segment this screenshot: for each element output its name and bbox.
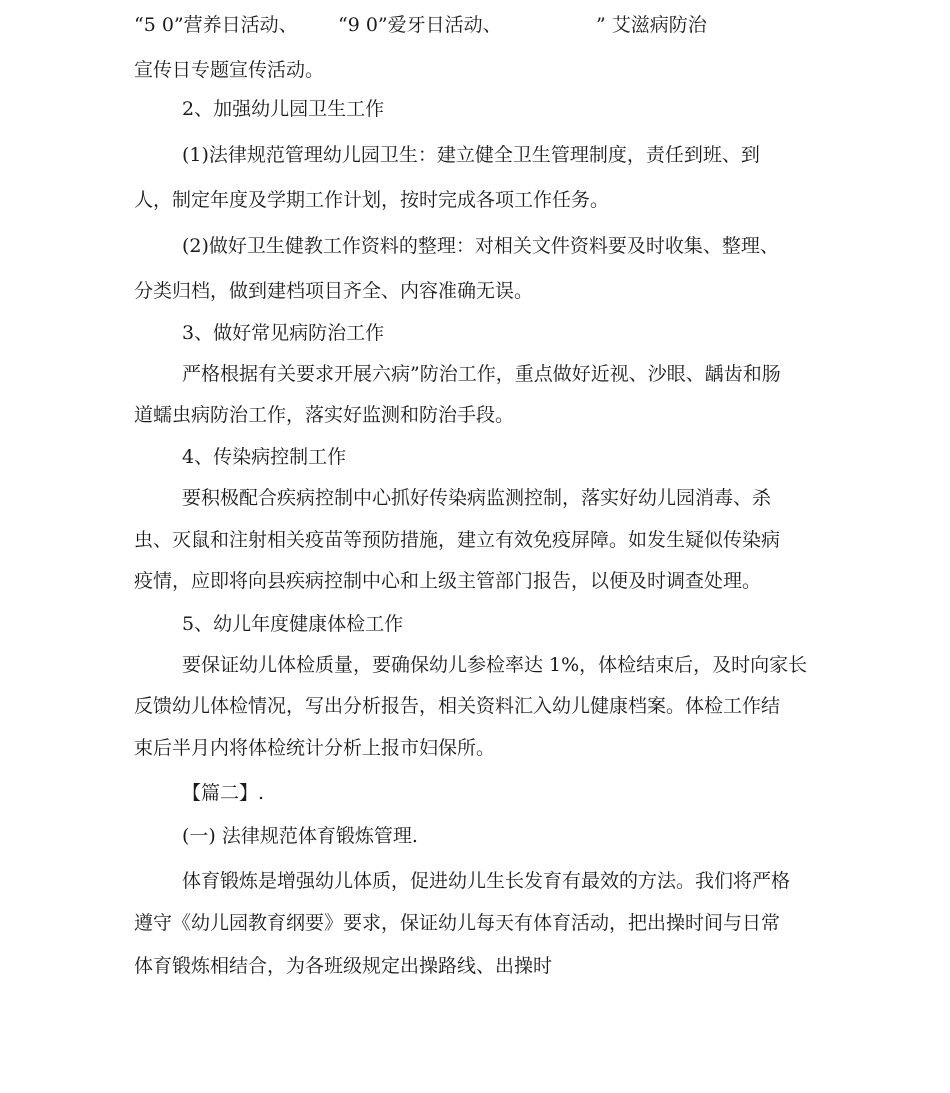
text-line-22: 遵守《幼儿园教育纲要》要求，保证幼儿每天有体育活动，把出操时间与日常 [134,912,781,934]
text-line-23: 体育锻炼相结合，为各班级规定出操路线、出操时 [134,955,553,977]
section-heading-4: 4、传染病控制工作 [182,446,347,468]
text-line-12: 要积极配合疾病控制中心抓好传染病监测控制，落实好幼儿园消毒、杀 [182,487,772,509]
subsection-heading: (一) 法律规范体育锻炼管理. [182,825,418,847]
section-heading-3: 3、做好常见病防治工作 [182,322,385,344]
section-heading-5: 5、幼儿年度健康体检工作 [182,613,404,635]
text-line-7: 分类归档，做到建档项目齐全、内容准确无误。 [134,280,534,302]
text-line-2: 宣传日专题宣传活动。 [134,59,325,81]
text-line-13: 虫、灭鼠和注射相关疫苗等预防措施，建立有效免疫屏障。如发生疑似传染病 [134,529,781,551]
text-line-18: 束后半月内将体检统计分析上报市妇保所。 [134,737,496,759]
chapter-heading: 【篇二】. [182,782,265,804]
text-line-4: (1)法律规范管理幼儿园卫生：建立健全卫生管理制度，责任到班、到 [182,144,760,166]
text-line-21: 体育锻炼是增强幼儿体质，促进幼儿生长发育有最效的方法。我们将严格 [182,870,791,892]
text-line-1a: “5 0”营养日活动、 [134,14,298,36]
text-line-5: 人，制定年度及学期工作计划，按时完成各项工作任务。 [134,189,610,211]
section-heading-2: 2、加强幼儿园卫生工作 [182,98,385,120]
text-line-9: 严格根据有关要求开展六病”防治工作，重点做好近视、沙眼、龋齿和肠 [182,363,781,385]
text-line-6: (2)做好卫生健教工作资料的整理：对相关文件资料要及时收集、整理、 [182,235,779,257]
text-line-10: 道蠕虫病防治工作，落实好监测和防治手段。 [134,404,515,426]
text-line-14: 疫情，应即将向县疾病控制中心和上级主管部门报告，以便及时调查处理。 [134,570,762,592]
text-line-1b: “9 0”爱牙日活动、 [338,14,502,36]
text-line-1c: ” 艾滋病防治 [596,14,707,36]
text-line-16: 要保证幼儿体检质量，要确保幼儿参检率达 1%，体检结束后，及时向家长 [182,654,808,676]
text-line-17: 反馈幼儿体检情况，写出分析报告，相关资料汇入幼儿健康档案。体检工作结 [134,695,781,717]
